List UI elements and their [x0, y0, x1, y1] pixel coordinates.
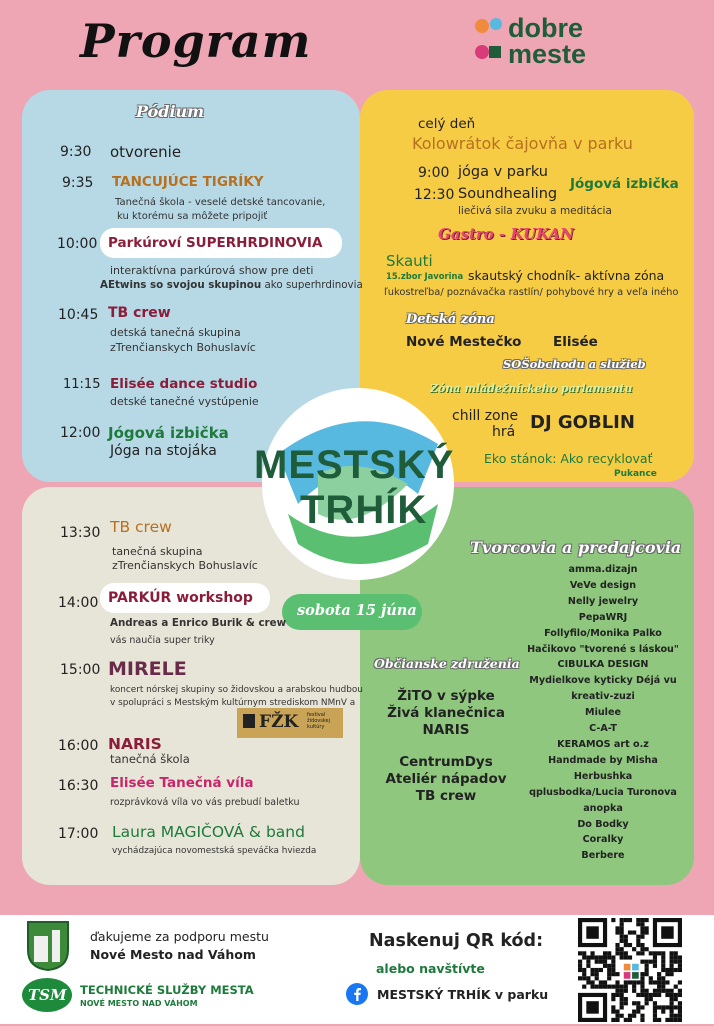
event-desc: Jóga na stojáka: [110, 443, 217, 459]
event-desc: tanečná škola: [110, 752, 190, 766]
list-item: NARIS: [422, 722, 470, 738]
event-title: Elisée: [553, 334, 598, 350]
event-title: TB crew: [108, 305, 171, 321]
chill-line2: hrá: [492, 424, 516, 440]
event-desc: rozprávková víla vo vás prebudí baletku: [110, 797, 300, 808]
date-label: sobota 15 júna: [297, 602, 417, 619]
vendor-item: Berbere: [581, 850, 625, 862]
time-label: 10:45: [58, 307, 99, 323]
list-item: TB crew: [415, 788, 477, 804]
tsm-line2: NOVÉ MESTO NAD VÁHOM: [80, 999, 198, 1008]
time-label: 17:00: [58, 826, 99, 842]
qr-subtitle: alebo navštívte: [376, 961, 485, 976]
logo-title-line1: MESTSKÝ: [254, 443, 455, 487]
vendor-item: KERAMOS art o.z: [557, 738, 649, 750]
time-label: 9:00: [418, 165, 450, 181]
tsm-line1: TECHNICKÉ SLUŽBY MESTA: [80, 983, 254, 997]
event-title: TB crew: [110, 518, 172, 536]
zona-heading: Zóna mládežníckeho parlamentu: [430, 382, 633, 395]
sos-heading: SOŠobchodu a služieb: [503, 357, 646, 371]
event-desc: vás naučia super triky: [110, 635, 215, 646]
eko-label: Eko stánok: Ako recyklovať: [484, 451, 653, 466]
vendor-item: qplusbodka/Lucia Turonova: [529, 786, 677, 798]
event-title: Jógová izbička: [108, 424, 229, 442]
fzk-text: FŽK: [259, 712, 299, 732]
event-title: skautský chodník- aktívna zóna: [468, 268, 665, 283]
qr-title: Naskenuj QR kód:: [369, 931, 544, 951]
dj-name: DJ GOBLIN: [530, 412, 635, 433]
vendor-item: Do Bodky: [577, 818, 629, 830]
event-desc: zTrenčianskych Bohuslavíc: [110, 341, 256, 354]
event-desc: ľukostreľba/ poznávačka rastlín/ pohybové hry a veľa iného: [384, 287, 679, 298]
fzk-logo: [237, 708, 343, 738]
event-desc: vychádzajúca novomestská speváčka hviezda: [112, 846, 317, 856]
facebook-link[interactable]: MESTSKÝ TRHÍK v parku: [377, 987, 549, 1002]
thanks-line2: Nové Mesto nad Váhom: [90, 947, 256, 962]
time-label: 16:30: [58, 778, 99, 794]
time-label: 11:15: [63, 377, 101, 392]
list-item: Ateliér nápadov: [385, 771, 507, 787]
event-desc: interaktívna parkúrová show pre deti: [110, 264, 314, 277]
time-label: 12:30: [414, 187, 455, 203]
list-item: CentrumDys: [399, 754, 493, 770]
event-title: TANCUJÚCE TIGRÍKY: [112, 174, 264, 190]
time-label: 13:30: [60, 525, 101, 541]
vendor-item: Handmade by Misha: [548, 754, 658, 766]
event-desc: liečivá sila zvuku a meditácia: [458, 205, 612, 217]
list-item: ŽiTO v sýpke: [397, 688, 495, 704]
time-label: 10:00: [57, 236, 98, 252]
qr-code[interactable]: [578, 918, 682, 1022]
event-title: Elisée Tanečná víla: [110, 775, 254, 791]
vendor-item: Herbushka: [573, 770, 633, 782]
logo-title-line2: TRHÍK: [300, 488, 428, 532]
event-title: NARIS: [108, 735, 162, 753]
event-desc: Andreas a Enrico Burik & crew: [110, 617, 287, 629]
time-label: 12:00: [60, 425, 101, 441]
page-title: Program: [80, 14, 312, 68]
time-label: 15:00: [60, 662, 101, 678]
vendor-item: anopka: [583, 802, 623, 814]
event-title: Nové Mestečko: [406, 334, 522, 350]
event-title: Elisée dance studio: [110, 376, 258, 392]
event-title: Parkúroví SUPERHRDINOVIA: [108, 235, 323, 251]
time-label: 9:30: [60, 144, 92, 160]
facebook-icon[interactable]: [346, 983, 368, 1005]
vendor-item: amma.dizajn: [568, 564, 638, 575]
skauti-title: Skauti: [386, 252, 433, 270]
event-desc: koncert nórskej skupiny so židovskou a arabskou hudbou: [110, 685, 363, 695]
list-item: Živá klanečnica: [387, 705, 505, 721]
city-crest-icon: [26, 920, 70, 972]
pukance-label: Pukance: [614, 469, 657, 479]
kolowratok-title: Kolowrátok čajovňa v parku: [412, 134, 633, 153]
vendor-item: Miulee: [585, 707, 621, 719]
time-label: 14:00: [58, 595, 99, 611]
event-desc: Tanečná škola - veselé detské tancovanie,: [115, 197, 326, 208]
org-list-1: [380, 688, 512, 739]
dobre-meste-logo: [474, 14, 634, 70]
vendor-item: PepaWRJ: [578, 611, 628, 623]
thanks-line1: ďakujeme za podporu mestu: [90, 929, 269, 944]
event-title: Soundhealing: [458, 186, 558, 202]
event-title: Laura MAGIČOVÁ & band: [112, 823, 305, 841]
logo-line1: dobre: [508, 13, 584, 43]
tsm-logo-text: TSM: [28, 986, 67, 1004]
fzk-small: festival židovskej kultúry: [307, 712, 330, 730]
allday-label: celý deň: [418, 116, 476, 132]
event-desc: AEtwins so svojou skupinou ako superhrdinovia: [100, 279, 363, 291]
org-list-2: [380, 754, 512, 805]
tvorcovia-heading: Tvorcovia a predajcovia: [470, 538, 682, 557]
tsm-logo: [22, 978, 72, 1012]
gastro-heading: Gastro - KUKAN: [438, 225, 574, 243]
chill-line1: chill zone: [452, 408, 519, 424]
vendor-item: Nelly jewelry: [567, 595, 639, 607]
vendor-item: C-A-T: [589, 723, 617, 735]
obcianske-heading: Občianske združenia: [374, 656, 520, 671]
event-desc: v spolupráci s Mestským kultúrnym strediskom NMnV a: [110, 698, 356, 708]
event-title: PARKÚR workshop: [108, 590, 253, 606]
vendor-item: Follyfilo/Monika Palko: [544, 627, 662, 639]
vendor-item: CIBULKA DESIGN: [557, 659, 649, 671]
vendor-item: Hačikovo "tvorené s láskou": [527, 643, 679, 655]
event-title: otvorenie: [110, 143, 182, 161]
vendor-item: kreativ-zuzi: [571, 691, 635, 703]
time-label: 9:35: [62, 175, 94, 191]
event-desc: zTrenčianskych Bohuslavíc: [112, 559, 258, 572]
qr-code-icon: [578, 918, 682, 1022]
logo-mark-icon: [474, 16, 502, 66]
podium-heading: Pódium: [136, 102, 205, 121]
vendor-list: [518, 562, 688, 864]
time-label: 16:00: [58, 738, 99, 754]
event-desc: detská tanečná skupina: [110, 326, 241, 339]
event-desc: detské tanečné vystúpenie: [110, 395, 259, 408]
logo-line2: meste: [508, 39, 587, 69]
event-title: jóga v parku: [458, 164, 548, 180]
detska-zona-heading: Detská zóna: [406, 312, 495, 327]
event-title: Jógová izbička: [570, 176, 679, 192]
vendor-item: VeVe design: [569, 579, 637, 591]
fzk-mark-icon: [243, 714, 255, 728]
vendor-item: Mydielkove kyticky Déjá vu: [529, 675, 677, 687]
event-desc: tanečná skupina: [112, 545, 203, 558]
event-desc: ku ktorému sa môžete pripojiť: [117, 211, 268, 222]
event-title: MIRELE: [108, 658, 187, 680]
vendor-item: Coralky: [582, 834, 624, 846]
zbor-label: 15.zbor Javorina: [386, 271, 464, 281]
